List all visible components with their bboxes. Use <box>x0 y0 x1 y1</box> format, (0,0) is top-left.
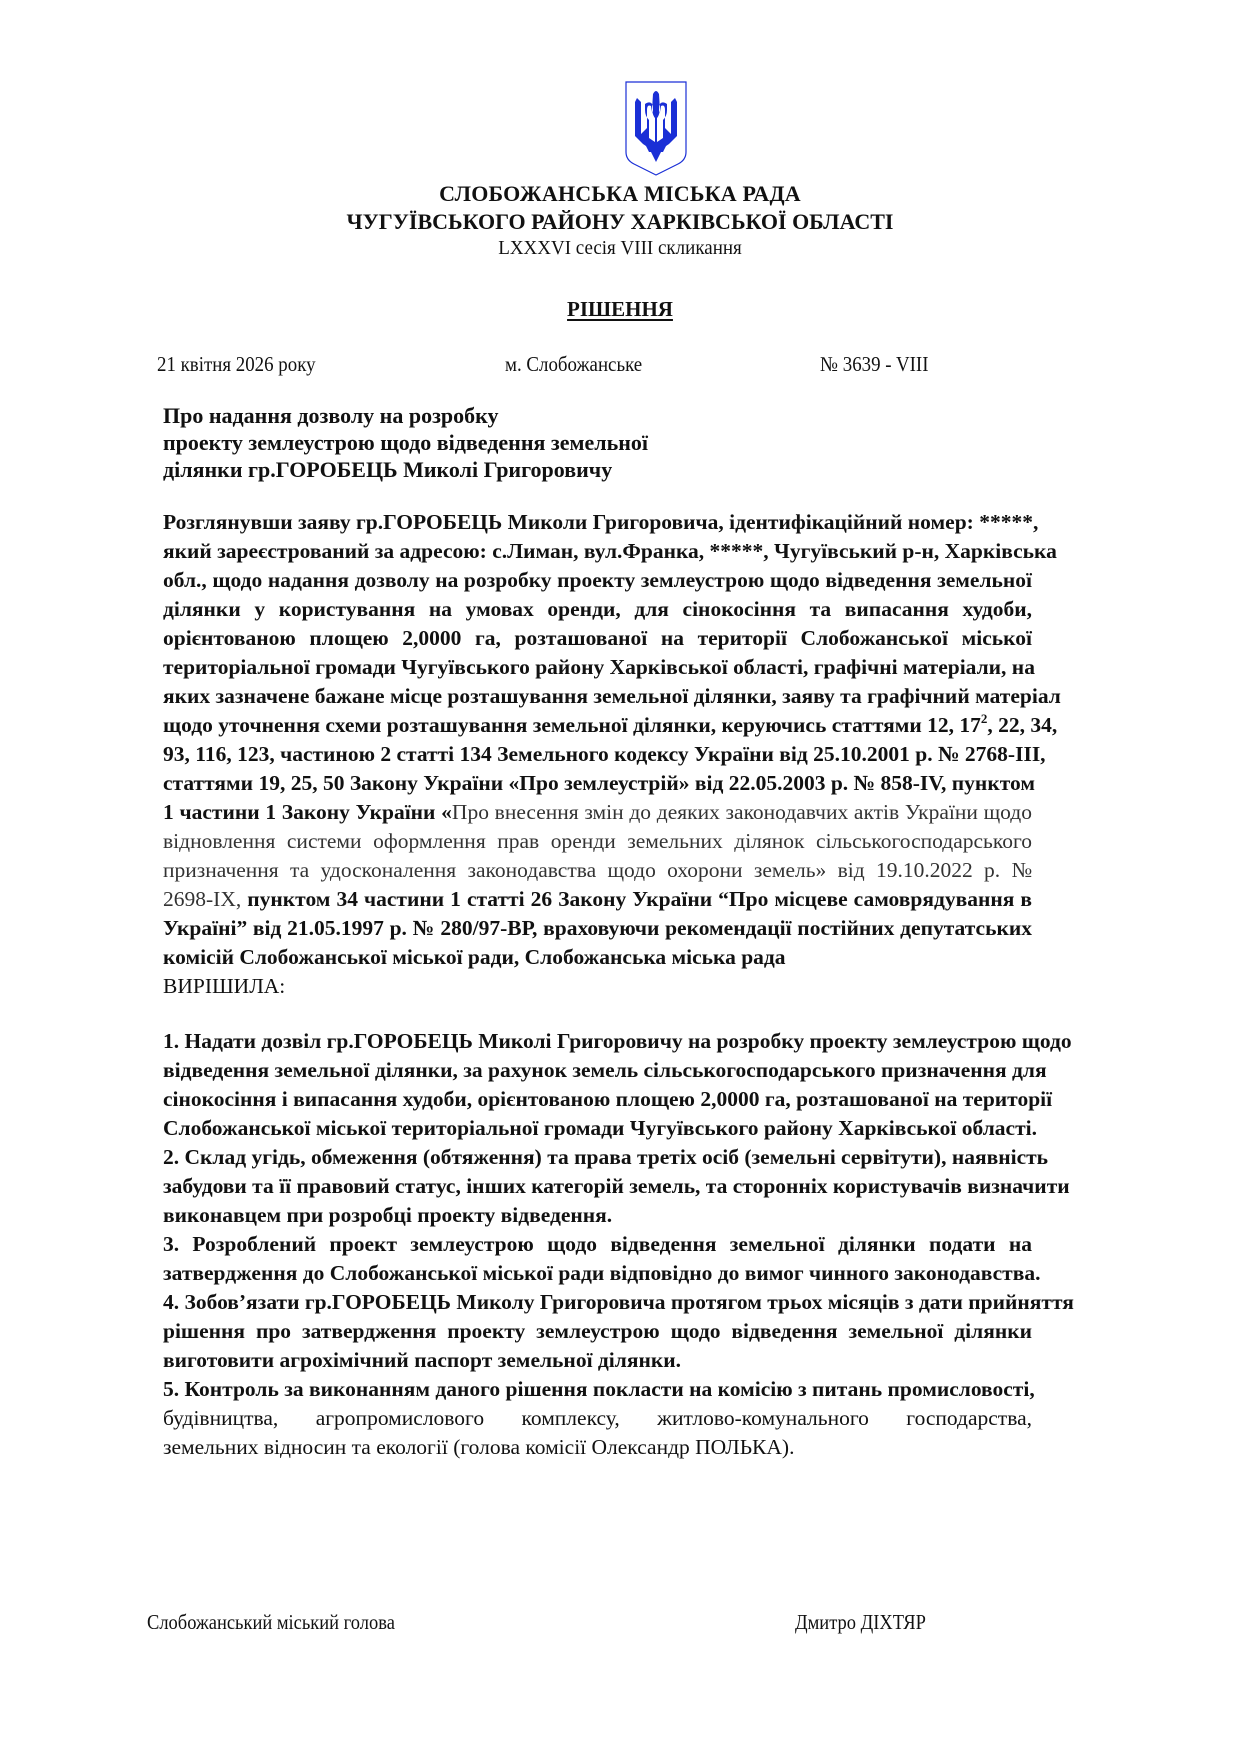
decision-place: м. Слобожанське <box>505 352 643 376</box>
preamble-line <box>163 889 1032 911</box>
law-number-text: 2698-ІХ, <box>163 887 242 911</box>
article-superscript: 2 <box>980 711 988 726</box>
decision-item-2: виконавцем при розробці проекту відведення. <box>163 1203 613 1227</box>
preamble-line <box>163 711 1058 737</box>
preamble-line: територіальної громади Чугуївського району Харківської області, графічні матеріали, на <box>163 655 1035 679</box>
preamble-line: Україні” від 21.05.1997 р. № 280/97-ВР, враховуючи рекомендації постійних депутатських <box>163 916 1032 940</box>
decision-date: 21 квітня 2026 року <box>157 352 316 376</box>
decision-item-4: рішення про затвердження проекту землеустрою щодо відведення земельної ділянки <box>163 1319 1032 1343</box>
decision-item-5: земельних відносин та екології (голова комісії Олександр ПОЛЬКА). <box>163 1435 795 1459</box>
preamble-line: яких зазначене бажане місце розташування земельної ділянки, заяву та графічний матеріал <box>163 684 1061 708</box>
preamble-line: Розглянувши заяву гр.ГОРОБЕЦЬ Миколи Григоровича, ідентифікаційний номер: *****, <box>163 510 1039 534</box>
preamble-line: обл., щодо надання дозволу на розробку проекту землеустрою щодо відведення земельної <box>163 568 1032 592</box>
preamble-text: пунктом 34 частини 1 статті 26 Закону України “Про місцеве самоврядування в <box>241 887 1032 911</box>
district-name: ЧУГУЇВСЬКОГО РАЙОНУ ХАРКІВСЬКОЇ ОБЛАСТІ <box>346 209 894 234</box>
decision-item-2: забудови та її правовий статус, інших категорій земель, та сторонніх користувачів визначити <box>163 1174 1070 1198</box>
decision-title-line: ділянки гр.ГОРОБЕЦЬ Миколі Григоровичу <box>163 457 613 482</box>
decision-item-1: сінокосіння і випасання худоби, орієнтованою площею 2,0000 га, розташованої на території <box>163 1087 1053 1111</box>
decision-item-1: Слобожанської міської територіальної громади Чугуївського району Харківської області. <box>163 1116 1037 1140</box>
decision-item-3: 3. Розроблений проект землеустрою щодо відведення земельної ділянки подати на <box>163 1232 1032 1256</box>
decision-item-3: затвердження до Слобожанської міської ради відповідно до вимог чинного законодавства. <box>163 1261 1041 1285</box>
resolved-heading: ВИРІШИЛА: <box>163 974 286 998</box>
decision-number: № 3639 - VIII <box>820 352 929 376</box>
decision-title-line: проекту землеустрою щодо відведення земельної <box>163 430 649 455</box>
signatory-name: Дмитро ДІХТЯР <box>795 1610 926 1634</box>
council-name: СЛОБОЖАНСЬКА МІСЬКА РАДА <box>439 181 801 206</box>
decision-item-5: 5. Контроль за виконанням даного рішення покласти на комісію з питань промисловості, <box>163 1377 1035 1401</box>
signatory-position: Слобожанський міський голова <box>147 1610 395 1634</box>
preamble-text: щодо уточнення схеми розташування земельної ділянки, керуючись статтями 12, 17 <box>163 713 981 737</box>
preamble-line <box>163 802 1032 824</box>
decision-item-1: 1. Надати дозвіл гр.ГОРОБЕЦЬ Миколі Григоровичу на розробку проекту землеустрою щодо <box>163 1029 1072 1053</box>
preamble-line: який зареєстрований за адресою: с.Лиман, вул.Франка, *****, Чугуївський р-н, Харківська <box>163 539 1057 563</box>
preamble-text: 1 частини 1 Закону України « <box>163 800 452 824</box>
preamble-line: відновлення системи оформлення прав оренди земельних ділянок сільськогосподарського <box>163 829 1032 853</box>
preamble-text: , 22, 34, <box>987 713 1058 737</box>
decision-item-4: виготовити агрохімічний паспорт земельної ділянки. <box>163 1348 681 1372</box>
decision-item-1: відведення земельної ділянки, за рахунок земель сільськогосподарського призначення для <box>163 1058 1047 1082</box>
decision-item-2: 2. Склад угідь, обмеження (обтяження) та права третіх осіб (земельні сервітути), наявність <box>163 1145 1049 1169</box>
preamble-line: статтями 19, 25, 50 Закону України «Про землеустрій» від 22.05.2003 р. № 858-IV, пунктом <box>163 771 1035 795</box>
decision-item-4: 4. Зобов’язати гр.ГОРОБЕЦЬ Миколу Григоровича протягом трьох місяців з дати прийняття <box>163 1290 1074 1314</box>
preamble-line: комісій Слобожанської міської ради, Слобожанська міська рада <box>163 945 786 969</box>
document-type: РІШЕННЯ <box>567 297 673 321</box>
trident-coat-of-arms-icon <box>623 80 689 176</box>
session-label: LXXXVI сесія VIII скликання <box>498 237 742 259</box>
decision-title-line: Про надання дозволу на розробку <box>163 403 499 428</box>
law-title-text: Про внесення змін до деяких законодавчих актів України щодо <box>451 800 1032 824</box>
preamble-line: ділянки у користування на умовах оренди, для сінокосіння та випасання худоби, <box>163 597 1032 621</box>
preamble-line: призначення та удосконалення законодавства щодо охорони земель» від 19.10.2022 р. № <box>163 858 1032 882</box>
preamble-line: 93, 116, 123, частиною 2 статті 134 Земельного кодексу України від 25.10.2001 р. № 2768-ІІІ, <box>163 742 1046 766</box>
decision-item-5: будівництва, агропромислового комплексу, житлово-комунального господарства, <box>163 1406 1032 1430</box>
preamble-line: орієнтованою площею 2,0000 га, розташованої на території Слобожанської міської <box>163 626 1032 650</box>
